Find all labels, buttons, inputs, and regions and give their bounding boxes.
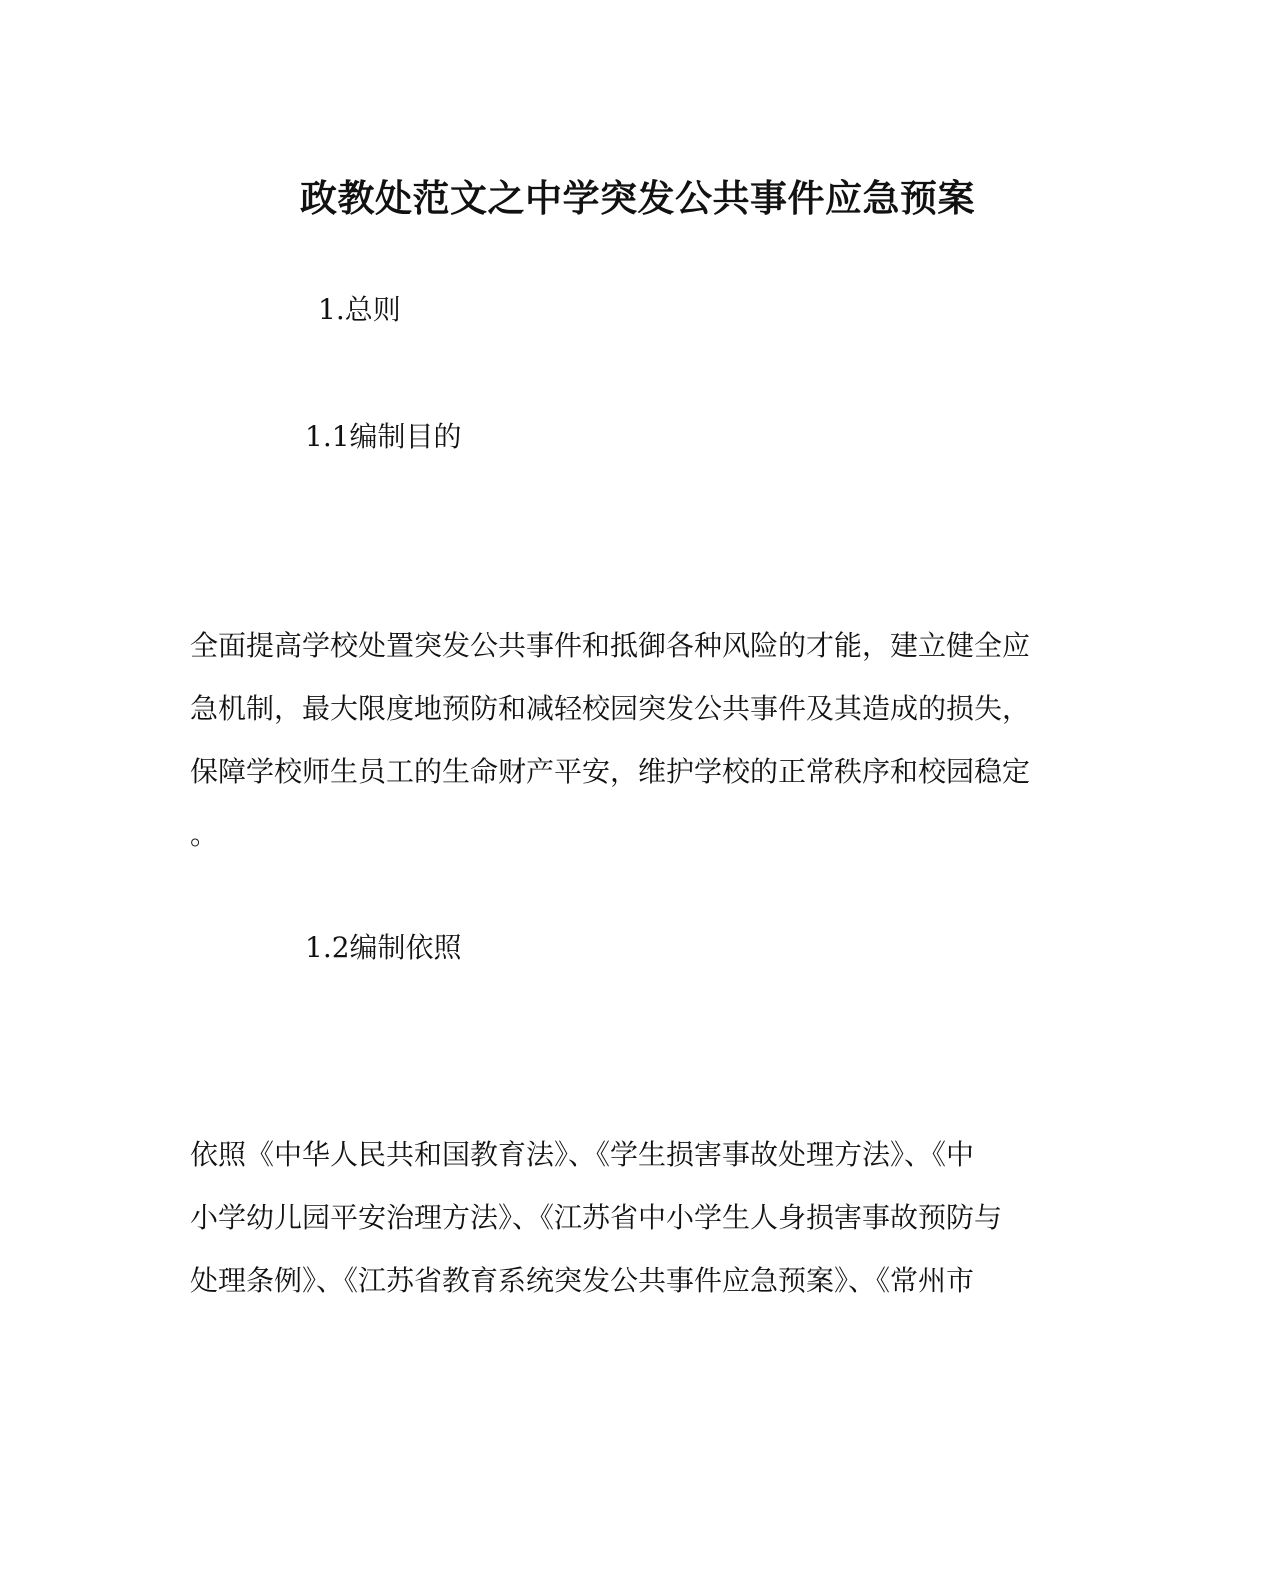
paragraph-line: 急机制，最大限度地预防和减轻校园突发公共事件及其造成的损失，: [190, 692, 1031, 725]
paragraph-purpose: [190, 614, 1070, 866]
paragraph-line: 。: [190, 818, 219, 851]
section-heading-basis: 1.2编制依照: [305, 931, 462, 964]
paragraph-line: 依照《中华人民共和国教育法》、《学生损害事故处理方法》、《中: [190, 1138, 975, 1171]
paragraph-line: 保障学校师生员工的生命财产平安，维护学校的正常秩序和校园稳定: [190, 755, 1031, 788]
document-title: 政教处范文之中学突发公共事件应急预案: [300, 176, 975, 220]
paragraph-line: 全面提高学校处置突发公共事件和抵御各种风险的才能，建立健全应: [190, 629, 1031, 662]
paragraph-basis: [190, 1123, 1070, 1312]
paragraph-line: 处理条例》、《江苏省教育系统突发公共事件应急预案》、《常州市: [190, 1264, 975, 1297]
section-heading-purpose: 1.1编制目的: [305, 420, 462, 453]
section-heading-general: 1.总则: [318, 293, 401, 326]
paragraph-line: 小学幼儿园平安治理方法》、《江苏省中小学生人身损害事故预防与: [190, 1201, 1003, 1234]
